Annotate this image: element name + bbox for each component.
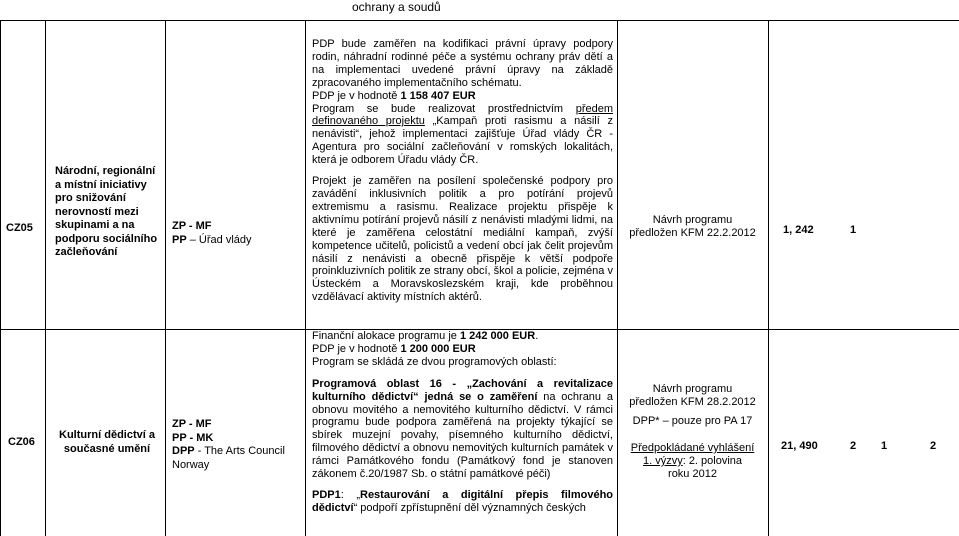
row2-count-a: 2 xyxy=(850,440,857,452)
row1-desc-alloc-value: 1 158 407 EUR xyxy=(400,89,476,102)
row2-partners xyxy=(172,418,304,472)
row2-desc-pdp-prefix: PDP je v hodnotě xyxy=(312,342,401,355)
row2-description xyxy=(312,330,613,515)
row2-partner-line3 xyxy=(172,445,304,472)
row1-code: CZ05 xyxy=(6,222,33,234)
row2-desc-pdp1-label: PDP1 xyxy=(312,488,341,501)
row1-count: 1 xyxy=(850,224,857,236)
row2-code: CZ06 xyxy=(8,436,35,448)
row1-desc-p2-a: Program se bude realizovat prostřednictvím xyxy=(312,102,576,115)
row1-desc-p1: PDP bude zaměřen na kodifikaci právní úpravy podpory rodin, náhradní rodinné péče a systému ochrany práv dětí a na implementaci uvedené právní úpravy na základě zpracovaného implementačního schématu. xyxy=(312,38,613,89)
row1-description xyxy=(312,38,613,304)
row2-desc-pa16-rest: na ochranu a obnovu movitého a nemovitého kulturního dědictví. V rámci programu bude podpora zaměřená na projekty týkající se sbírek muzejní povahy, písemného kulturního dědictví, filmového dědictví a obnovu nemovitých kulturních památek v rámci Památkového fondu (Památkový fond je stanoven zákonem č.20/1987 Sb. o státní památkové péči) xyxy=(312,390,613,481)
row2-desc-pdp1 xyxy=(312,489,613,515)
row1-partner-line2 xyxy=(172,233,302,247)
header-fragment: ochrany a soudů xyxy=(352,0,441,14)
row2-desc-fin xyxy=(312,330,613,343)
row2-desc-pa16 xyxy=(312,378,613,481)
row2-status xyxy=(620,383,765,481)
row2-desc-areas: Program se skládá ze dvou programových oblastí: xyxy=(312,355,557,368)
row2-desc-pa16-bold: Programová oblast 16 - „Zachování a revitalizace kulturního dědictví“ jedná se o zaměření xyxy=(312,377,613,403)
row1-amount: 1, 242 xyxy=(783,224,814,236)
row2-partner-dpp-rest: - The Arts Council Norway xyxy=(172,445,285,471)
column-border xyxy=(165,20,166,536)
column-border xyxy=(768,20,769,536)
row1-partners xyxy=(172,219,302,247)
row1-desc-p2-underline: předem definovaného projektu xyxy=(312,102,613,128)
row1-status xyxy=(620,214,765,240)
row1-partner-pp-rest: – Úřad vlády xyxy=(186,234,252,246)
row1-desc-p2-b: „Kampaň proti rasismu a násilí z nenávisti“, jehož implementaci zajišťuje Úřad vlády ČR - Agentura pro sociální začleňování v romských lokalitách, která je odborem Úřadu vlády ČR. xyxy=(312,115,614,167)
row1-desc-p2 xyxy=(312,103,613,168)
column-border xyxy=(0,20,1,536)
row1-partner-line1: ZP - MF xyxy=(172,220,212,232)
row1-partner-pp: PP xyxy=(172,234,187,246)
row2-area: Kulturní dědictví a současné umění xyxy=(59,429,155,455)
row2-count-b: 1 xyxy=(881,440,888,452)
row2-status-line4: Předpokládané vyhlášení xyxy=(630,442,755,454)
row2-amount: 21, 490 xyxy=(781,440,818,452)
row1-top-border xyxy=(0,20,959,21)
column-border xyxy=(305,20,306,536)
row2-partner-line2: PP - MK xyxy=(172,431,214,444)
row2-status-line5-rest: : 2. polovina xyxy=(682,455,743,467)
row2-desc-pdp1-rest: “ podpoří zpřístupnění děl významných českých xyxy=(353,501,586,514)
row2-desc-pdp1-sep: : „ xyxy=(340,488,360,501)
row2-count-c: 2 xyxy=(930,440,937,452)
row1-status-line2: předložen KFM 22.2.2012 xyxy=(629,227,756,239)
row2-desc-fin-value: 1 242 000 EUR xyxy=(459,330,536,342)
row2-status-line1: Návrh programu xyxy=(652,383,733,395)
row1-desc-p3: Projekt je zaměřen na posílení společenské podpory pro zavádění inklusivních politik a pro potírání projevů extremismu a rasismu. Realizace projektu přispěje k aktivnímu potírání projevů násilí z nenávisti mladými lidmi, na které je zaměřena celostátní mediální kampaň, zvýší kompetence učitelů, policistů a vedení obcí jak čelit projevům násilí z nenávisti a obecně přispěje k větší podpoře proinkluzivních politik ze strany obcí, škol a policie, zejména v Ústeckém a Moravskoslezském kraji, kde proběhnou vzdělávací aktivity místních aktérů. xyxy=(312,175,613,304)
row1-area: Národní, regionální a místní iniciativy pro snižování nerovností mezi skupinami a na podporu sociálního začleňování xyxy=(55,165,158,258)
row2-status-line2: předložen KFM 28.2.2012 xyxy=(629,396,756,408)
row2-status-line3: DPP* – pouze pro PA 17 xyxy=(632,415,753,427)
column-border xyxy=(45,20,46,536)
row2-status-line5-u: 1. výzvy xyxy=(642,455,683,467)
row2-partner-dpp: DPP xyxy=(172,445,195,457)
row1-desc-alloc-prefix: PDP je v hodnotě xyxy=(312,89,401,102)
row2-desc-pdp-value: 1 200 000 EUR xyxy=(400,342,476,355)
row2-status-line5 xyxy=(620,455,765,468)
row2-desc-fin-suffix: . xyxy=(535,330,539,342)
row2-desc-pdp xyxy=(312,343,613,356)
row1-desc-alloc xyxy=(312,90,613,103)
row1-status-line1: Návrh programu xyxy=(652,214,733,226)
row2-desc-pdp1-title: Restaurování a digitální přepis filmového dědictví xyxy=(312,488,614,514)
row2-desc-fin-prefix: Finanční alokace programu je xyxy=(312,330,460,342)
column-border xyxy=(617,20,618,536)
row2-status-line6: roku 2012 xyxy=(668,468,717,480)
row2-partner-line1: ZP - MF xyxy=(172,418,212,430)
